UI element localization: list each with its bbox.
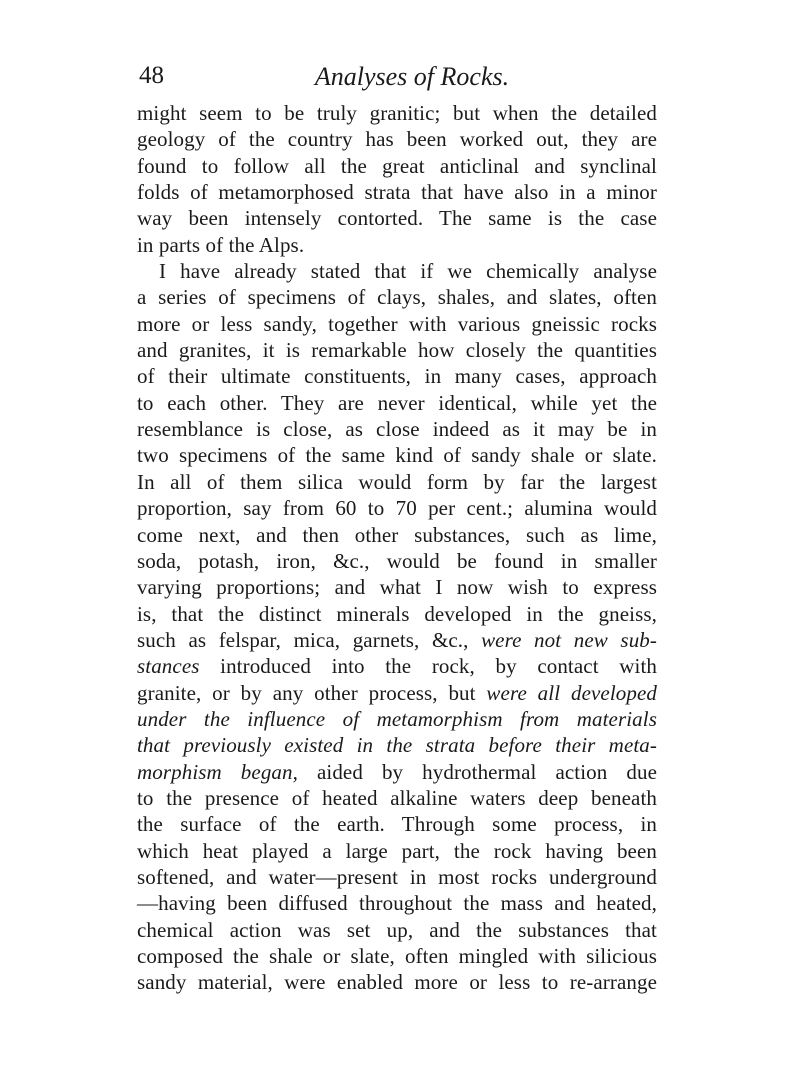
text-line bbox=[137, 706, 657, 732]
book-page bbox=[137, 60, 657, 996]
running-title: Analyses of Rocks. bbox=[314, 62, 510, 91]
text-line bbox=[137, 311, 657, 337]
italic-text: morphism began, bbox=[137, 759, 298, 784]
text-segment: proportion, say from 60 to 70 per cent.; alumina would bbox=[137, 496, 657, 521]
text-line bbox=[137, 126, 657, 152]
text-segment: to each other. They are never identical, while yet the bbox=[137, 390, 657, 415]
text-segment: is, that the distinct minerals developed in the gneiss, bbox=[137, 601, 657, 626]
text-segment: I have already stated that if we chemically analyse bbox=[159, 259, 657, 284]
text-line bbox=[137, 522, 657, 548]
text-line bbox=[137, 732, 657, 758]
text-segment: softened, and water—present in most rocks underground bbox=[137, 864, 657, 889]
text-segment: —having been diffused throughout the mass and heated, bbox=[137, 891, 657, 916]
text-line bbox=[137, 917, 657, 943]
text-line bbox=[137, 153, 657, 179]
text-line bbox=[137, 653, 657, 679]
body-text bbox=[137, 100, 657, 996]
text-segment: In all of them silica would form by far the largest bbox=[137, 469, 657, 494]
text-segment: to the presence of heated alkaline waters deep beneath bbox=[137, 785, 657, 810]
page-number: 48 bbox=[139, 62, 164, 89]
text-line bbox=[137, 943, 657, 969]
text-line bbox=[137, 205, 657, 231]
text-line bbox=[137, 680, 657, 706]
italic-text: were not new sub- bbox=[481, 627, 657, 652]
text-segment: soda, potash, iron, &c., would be found in smaller bbox=[137, 548, 657, 573]
text-segment: might seem to be truly granitic; but when the detailed bbox=[137, 101, 657, 125]
italic-text: that previously existed in the strata before their meta- bbox=[137, 733, 657, 758]
text-segment: aided by hydrothermal action due bbox=[297, 759, 657, 784]
text-line bbox=[137, 258, 657, 284]
text-segment: chemical action was set up, and the substances that bbox=[137, 917, 657, 942]
text-line bbox=[137, 469, 657, 495]
text-segment: granite, or by any other process, but bbox=[137, 680, 487, 705]
text-line bbox=[137, 548, 657, 574]
italic-text: stances bbox=[137, 654, 200, 679]
text-line bbox=[137, 284, 657, 310]
text-line bbox=[137, 601, 657, 627]
text-segment: such as felspar, mica, garnets, &c., bbox=[137, 627, 482, 652]
text-line bbox=[137, 785, 657, 811]
text-line bbox=[137, 574, 657, 600]
text-line bbox=[137, 759, 657, 785]
text-line bbox=[137, 864, 657, 890]
text-line bbox=[137, 337, 657, 363]
text-line bbox=[137, 179, 657, 205]
text-segment: two specimens of the same kind of sandy shale or slate. bbox=[137, 443, 657, 468]
text-line bbox=[137, 627, 657, 653]
text-line bbox=[137, 232, 657, 258]
text-segment: in parts of the Alps. bbox=[137, 232, 305, 257]
text-segment: a series of specimens of clays, shales, and slates, often bbox=[137, 285, 657, 310]
text-segment: folds of metamorphosed strata that have also in a minor bbox=[137, 180, 657, 205]
text-segment: come next, and then other substances, such as lime, bbox=[137, 522, 657, 547]
text-segment: found to follow all the great anticlinal and synclinal bbox=[137, 153, 657, 178]
text-line bbox=[137, 811, 657, 837]
text-segment: geology of the country has been worked out, they are bbox=[137, 127, 657, 152]
text-segment: of their ultimate constituents, in many cases, approach bbox=[137, 364, 657, 389]
text-segment: sandy material, were enabled more or less to re-arrange bbox=[137, 970, 657, 995]
italic-text: under the influence of metamorphism from materials bbox=[137, 706, 657, 731]
text-segment: composed the shale or slate, often mingled with silicious bbox=[137, 944, 657, 968]
page-header bbox=[137, 60, 657, 100]
text-line bbox=[137, 495, 657, 521]
text-segment: varying proportions; and what I now wish to express bbox=[137, 575, 657, 600]
italic-text: were all developed bbox=[486, 680, 657, 705]
text-line bbox=[137, 969, 657, 995]
text-segment: which heat played a large part, the rock having been bbox=[137, 838, 657, 863]
text-line bbox=[137, 838, 657, 864]
text-segment: and granites, it is remarkable how closely the quantities bbox=[137, 338, 657, 363]
text-segment: way been intensely contorted. The same is the case bbox=[137, 206, 657, 231]
text-line bbox=[137, 442, 657, 468]
text-line bbox=[137, 416, 657, 442]
text-line bbox=[137, 390, 657, 416]
text-segment: more or less sandy, together with various gneissic rocks bbox=[137, 311, 657, 336]
text-line bbox=[137, 363, 657, 389]
text-segment: introduced into the rock, by contact with bbox=[199, 654, 657, 679]
text-segment: resemblance is close, as close indeed as it may be in bbox=[137, 417, 657, 442]
text-segment: the surface of the earth. Through some process, in bbox=[137, 812, 657, 837]
text-line bbox=[137, 100, 657, 126]
text-line bbox=[137, 890, 657, 916]
